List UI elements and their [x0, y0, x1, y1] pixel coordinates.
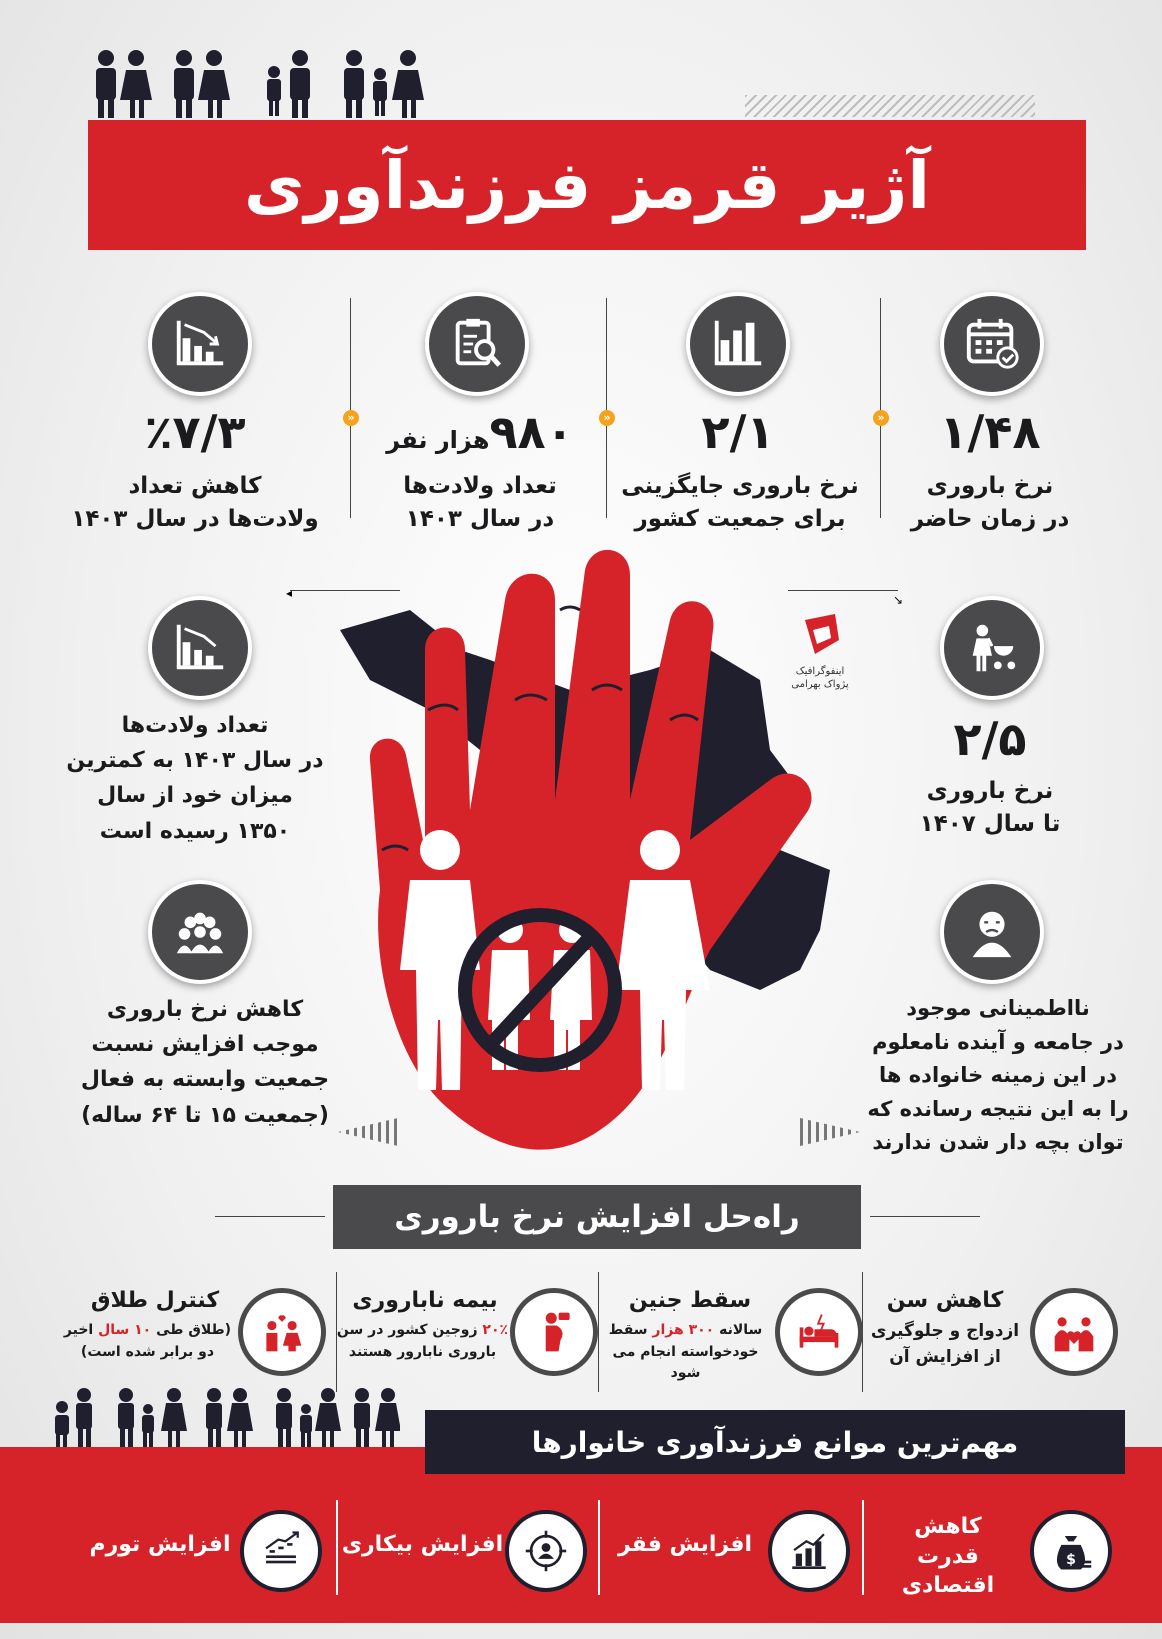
stat-label-line: نرخ باروری: [926, 473, 1054, 499]
bar-chart-icon: [768, 1510, 850, 1592]
target-value: ۲/۵: [953, 712, 1027, 766]
stat-label-line: تعداد ولادت‌ها: [403, 473, 557, 499]
obstacles-heading-bar: [425, 1410, 1125, 1474]
obstacles-heading: مهم‌ترین موانع فرزندآوری خانوارها: [531, 1425, 1019, 1459]
logo-line: پژواک بهرامی: [791, 679, 849, 690]
stat-label: [70, 470, 320, 537]
desc-highlight: ۳۰۰ هزار: [652, 1322, 715, 1338]
dependency-note: [60, 992, 350, 1133]
note-line: توان بچه دار شدن ندارند: [872, 1130, 1124, 1155]
note-line: میزان خود از سال: [97, 783, 293, 809]
logo-icon: [795, 610, 845, 660]
desc-part: زوجین کشور در سن: [336, 1322, 483, 1338]
solution-desc: [335, 1320, 510, 1363]
page-title: آژیر قرمز فرزندآوری: [244, 146, 930, 224]
divider: [880, 298, 881, 518]
desc-highlight: ۲۰٪: [482, 1322, 509, 1338]
family-silhouettes-top: [88, 48, 438, 120]
stat-label-line: تا سال ۱۴۰۷: [919, 811, 1061, 838]
desc-part: اخیر: [63, 1322, 99, 1338]
note-line: (جمعیت ۱۵ تا ۶۴ ساله): [81, 1102, 329, 1128]
divider: [598, 1500, 600, 1595]
decorative-hatch: [745, 95, 1035, 117]
note-line: کاهش نرخ باروری: [106, 997, 304, 1022]
solution-desc: [860, 1318, 1030, 1371]
logo-line: اینفوگرافیک: [795, 666, 845, 677]
divider: [606, 298, 607, 518]
family-silhouettes-bottom: [50, 1385, 400, 1447]
bar-chart-icon: [686, 292, 790, 396]
note-line: ۱۳۵۰ رسیده است: [99, 818, 291, 844]
stat-label: [615, 470, 865, 537]
divider: [862, 1500, 864, 1595]
family-heart-icon: [1030, 1288, 1118, 1376]
arrow-left-icon: ◂: [286, 586, 293, 600]
note-line: در سال ۱۴۰۳ به کمترین: [66, 748, 324, 774]
svg-text:$: $: [1066, 1552, 1076, 1569]
obstacle-label: افزایش تورم: [89, 1532, 231, 1557]
stat-value: ٪۷/۳: [144, 405, 246, 459]
note-line: موجب افزایش نسبت: [91, 1032, 319, 1058]
arrow-down-right-icon: ↘: [893, 593, 904, 607]
obstacle-label: [868, 1512, 1028, 1601]
target-person-icon: [505, 1510, 587, 1592]
worried-person-icon: [940, 880, 1044, 984]
solutions-heading: راه‌حل افزایش نرخ باروری: [394, 1199, 800, 1235]
uncertainty-note: [858, 992, 1138, 1160]
solutions-heading-bar: [333, 1185, 861, 1249]
solution-title: کاهش سن: [886, 1288, 1004, 1313]
solution-desc: [598, 1320, 773, 1385]
stat-label-line: ولادت‌ها در سال ۱۴۰۳: [71, 506, 319, 533]
chevron-icon: »: [873, 410, 889, 426]
solution-title: کنترل طلاق: [90, 1288, 220, 1313]
bed-icon: [775, 1288, 863, 1376]
divider: [336, 1500, 338, 1595]
declining-chart-icon: [148, 292, 252, 396]
desc-line: خودخواسته انجام می شود: [612, 1343, 759, 1382]
calendar-check-icon: [940, 292, 1044, 396]
logo-text: [780, 665, 860, 691]
stat-label: [885, 470, 1095, 537]
stat-label-line: نرخ باروری جایگزینی: [621, 473, 859, 499]
pregnant-icon: [510, 1288, 598, 1376]
connector-line: [870, 1216, 980, 1217]
desc-line: ازدواج و جلوگیری: [870, 1321, 1020, 1341]
desc-part: (طلاق طی: [151, 1322, 232, 1338]
hand-illustration: [330, 550, 870, 1180]
stat-label-line: نرخ باروری: [926, 778, 1054, 804]
note-line: در جامعه و آینده نامعلوم: [872, 1029, 1124, 1054]
solution-title: بیمه ناباروری: [352, 1288, 498, 1313]
declining-chart-icon: [148, 596, 252, 700]
chevron-icon: »: [599, 410, 615, 426]
births-note: [60, 708, 330, 849]
stat-value: ۱/۴۸: [939, 405, 1041, 459]
stat-value: ۲/۱: [701, 405, 775, 459]
desc-part: سقط: [608, 1322, 653, 1338]
note-line: را به این نتیجه رسانده که: [867, 1096, 1129, 1121]
connector-line: [215, 1216, 325, 1217]
desc-highlight: ۱۰ سال: [98, 1322, 152, 1338]
growth-chart-icon: [240, 1510, 322, 1592]
stat-label-line: کاهش تعداد: [128, 473, 262, 499]
note-line: در این زمینه خانواده ها: [879, 1063, 1117, 1088]
solution-title: سقط جنین: [628, 1288, 752, 1313]
divider: [350, 298, 351, 518]
target-label: [885, 775, 1095, 842]
stat-label-line: در سال ۱۴۰۳: [405, 506, 555, 533]
desc-line: دو برابر شده است): [80, 1343, 215, 1360]
desc-line: باروری نابارور هستند: [348, 1343, 497, 1360]
broken-heart-icon: [238, 1288, 326, 1376]
stat-value: [375, 405, 585, 459]
stat-value-number: ۹۸۰: [489, 405, 574, 459]
chevron-icon: »: [343, 410, 359, 426]
desc-part: سالانه: [714, 1322, 763, 1338]
crowd-icon: [148, 880, 252, 984]
note-line: نااطمینانی موجود: [906, 996, 1090, 1020]
label-line: کاهش: [914, 1514, 982, 1539]
obstacle-label: افزایش بیکاری: [341, 1532, 504, 1557]
stat-label-line: برای جمعیت کشور: [634, 506, 846, 533]
note-line: تعداد ولادت‌ها: [121, 713, 269, 738]
desc-line: از افزایش آن: [889, 1347, 1001, 1368]
label-line: قدرت اقتصادی: [901, 1543, 995, 1599]
note-line: جمعیت وابسته به فعال: [80, 1067, 330, 1093]
solution-desc: [60, 1320, 235, 1363]
stat-label-line: در زمان حاضر: [910, 506, 1070, 533]
obstacle-label: افزایش فقر: [617, 1532, 753, 1557]
money-bag-icon: [1030, 1510, 1112, 1592]
clipboard-search-icon: [425, 292, 529, 396]
stroller-icon: [940, 596, 1044, 700]
stat-value-suffix: هزار نفر: [386, 426, 490, 454]
title-banner: [88, 120, 1086, 250]
stat-label: [375, 470, 585, 537]
